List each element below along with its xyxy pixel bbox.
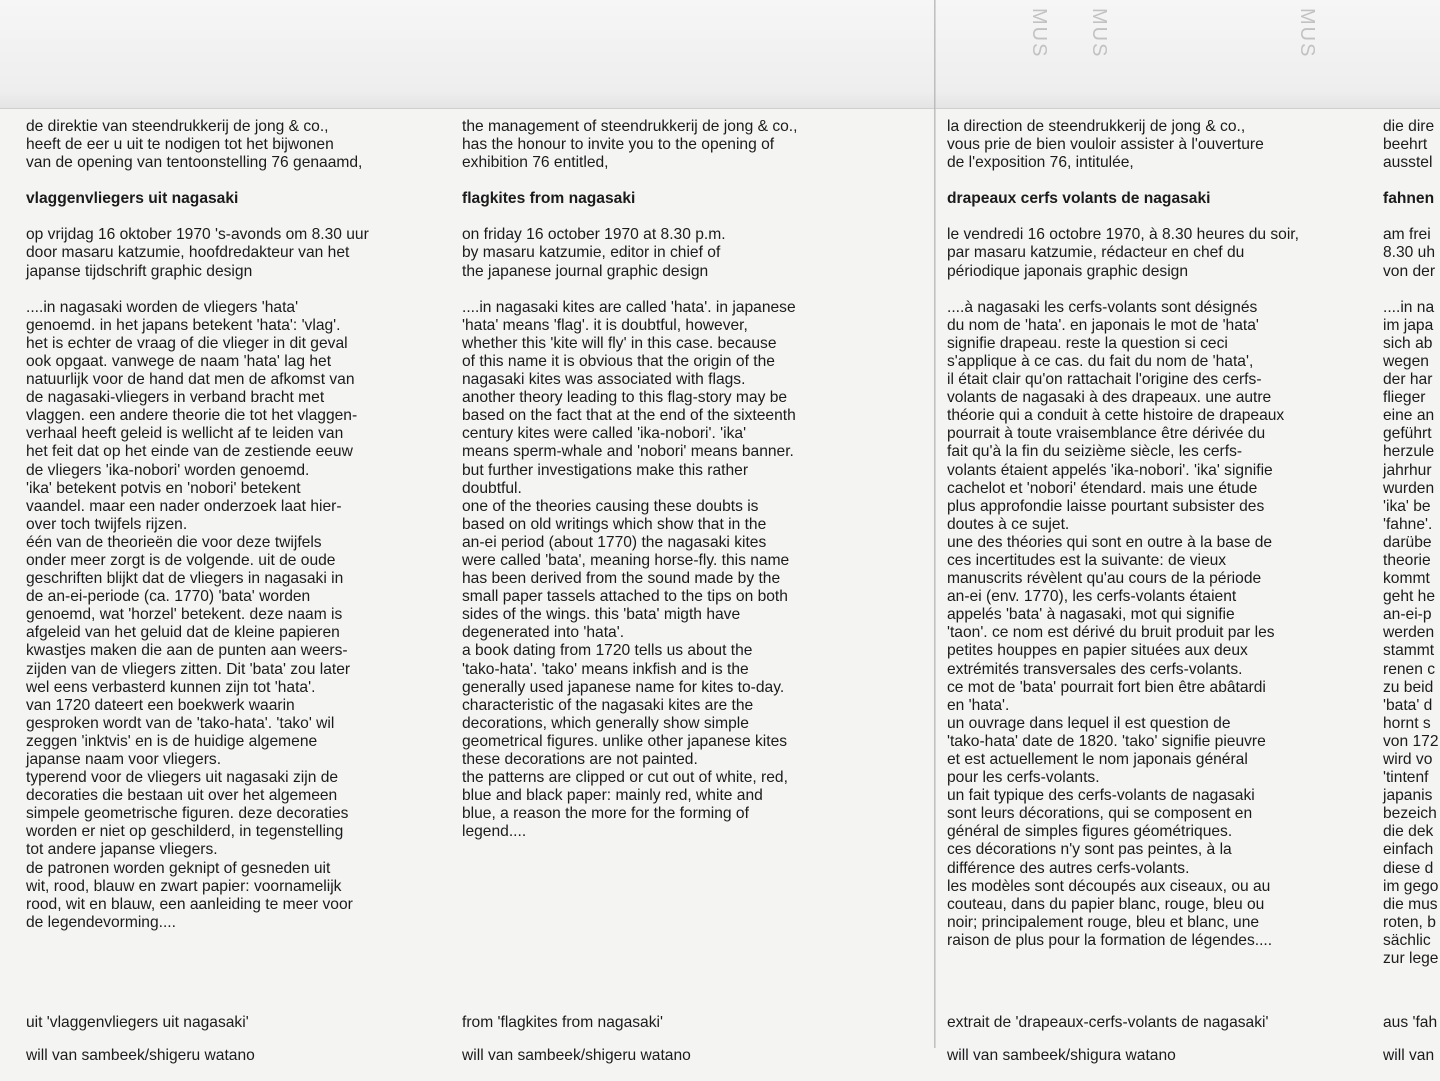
body-line: 'ika' betekent potvis en 'nobori' betekent <box>26 479 301 497</box>
body-line: over toch twijfels rijzen. <box>26 515 188 533</box>
body-line: de nagasaki-vliegers in verband bracht met <box>26 389 325 407</box>
body-line: but further investigations make this rather <box>462 461 749 479</box>
body-line: of this name it is obvious that the origin of the <box>462 352 775 370</box>
body-line: eine an <box>1383 407 1435 425</box>
body-line: blue and black paper: mainly red, white and <box>462 787 763 805</box>
body-line: stammt <box>1383 642 1435 660</box>
body-line: pour les cerfs-volants. <box>947 769 1100 787</box>
body-line: these decorations are not painted. <box>462 751 698 768</box>
body-line: typerend voor de vliegers uit nagasaki zijn de <box>26 769 339 787</box>
stamp-bleed-through: MUS <box>1028 8 1050 59</box>
body-line: roten, b <box>1383 913 1436 931</box>
credits-english <box>462 998 691 1081</box>
body-line: based on the fact that at the end of the sixteenth <box>462 407 796 425</box>
body-line: raison de plus pour la formation de légendes.... <box>947 931 1273 949</box>
body-line: fait qu'à la fin du seizième siècle, les cerfs- <box>947 443 1243 461</box>
body-line: volants de nagasaki à des drapeaux. une autre <box>947 389 1272 407</box>
exhibition-title: fahnen <box>1383 190 1435 208</box>
intro-line: la direction de steendrukkerij de jong & co., <box>947 118 1246 135</box>
credit-line: from 'flagkites from nagasaki' <box>462 1013 663 1031</box>
body-line: ces décorations n'y sont pas peintes, à la <box>947 841 1232 859</box>
credit-line: will van sambeek/shigeru watano <box>462 1047 691 1065</box>
body-line: tot andere japanse vliegers. <box>26 841 218 859</box>
body-line: ....à nagasaki les cerfs-volants sont désignés <box>947 298 1258 316</box>
body-line: simpele geometrische figuren. deze decoraties <box>26 805 349 823</box>
credit-line: uit 'vlaggenvliegers uit nagasaki' <box>26 1013 249 1031</box>
exhibition-title: vlaggenvliegers uit nagasaki <box>26 190 239 208</box>
body-line: a book dating from 1720 tells us about the <box>462 642 753 660</box>
paragraph-gap <box>462 172 797 190</box>
body-line: van 1720 dateert een boekwerk waarin <box>26 696 295 714</box>
body-line: kommt <box>1383 570 1430 588</box>
body-line: sides of the wings. this 'bata' migth have <box>462 606 741 624</box>
paragraph-gap <box>26 208 369 226</box>
body-line: geschriften blijkt dat de vliegers in nagasaki in <box>26 570 344 588</box>
body-line: darübe <box>1383 533 1432 551</box>
body-line: 'bata' d <box>1383 696 1433 714</box>
event-line: door masaru katzumie, hoofdredakteur van het <box>26 244 350 262</box>
intro-line: ausstel <box>1383 154 1433 172</box>
body-line: extrémités transversales des cerfs-volants. <box>947 660 1243 678</box>
body-line: couteau, dans du papier blanc, rouge, bleu ou <box>947 895 1265 913</box>
body-line: worden er niet op geschilderd, in tegenstelling <box>26 823 344 841</box>
body-line: the patterns are clipped or cut out of white, red, <box>462 769 788 787</box>
body-line: zur lege <box>1383 950 1439 968</box>
body-line: decorations, which generally show simple <box>462 714 749 732</box>
body-line: du nom de 'hata'. en japonais le mot de 'hata' <box>947 316 1259 334</box>
fold-line <box>934 0 936 1048</box>
body-line: natuurlijk voor de hand dat men de afkomst van <box>26 371 355 389</box>
paragraph-gap <box>462 208 797 226</box>
intro-line: die dire <box>1383 118 1435 135</box>
body-line: has been derived from the sound made by the <box>462 570 781 588</box>
intro-line: de direktie van steendrukkerij de jong & co., <box>26 118 329 135</box>
intro-line: exhibition 76 entitled, <box>462 154 609 172</box>
stamp-bleed-through: MUS <box>1296 8 1318 59</box>
paragraph-gap <box>1383 281 1439 299</box>
body-line: différence des autres cerfs-volants. <box>947 859 1190 877</box>
body-line: theorie <box>1383 551 1431 569</box>
body-line: der har <box>1383 371 1433 389</box>
body-line: legend.... <box>462 823 527 841</box>
body-line: doubtful. <box>462 479 522 497</box>
body-line: 'hata' means 'flag'. it is doubtful, however, <box>462 316 748 334</box>
body-line: die mus <box>1383 895 1438 913</box>
body-line: volants étaient appelés 'ika-nobori'. 'ika' signifie <box>947 461 1273 479</box>
body-line: decoraties die bestaan uit over het algemeen <box>26 787 338 805</box>
body-line: degenerated into 'hata'. <box>462 624 625 642</box>
body-line: einfach <box>1383 841 1434 859</box>
folded-flap <box>0 0 1440 109</box>
credits-dutch <box>26 998 255 1081</box>
paragraph-gap <box>1383 208 1439 226</box>
body-line: 'taon'. ce nom est dérivé du bruit produit par les <box>947 624 1275 642</box>
paragraph-gap <box>947 281 1299 299</box>
body-line: geführt <box>1383 425 1432 443</box>
body-line: verhaal heeft geleid is wellicht af te leiden van <box>26 425 344 443</box>
body-line: ....in nagasaki kites are called 'hata'. in japanese <box>462 298 796 316</box>
body-line: zu beid <box>1383 678 1434 696</box>
body-line: 'tintenf <box>1383 769 1429 787</box>
body-line: et est actuellement le nom japonais général <box>947 751 1248 768</box>
body-line: an-ei (env. 1770), les cerfs-volants étaient <box>947 588 1237 606</box>
body-line: un fait typique des cerfs-volants de nagasaki <box>947 787 1255 805</box>
body-line: kwastjes maken die aan de punten aan weers- <box>26 642 348 660</box>
body-line: die dek <box>1383 823 1434 841</box>
body-line: ....in na <box>1383 298 1435 316</box>
credit-line: extrait de 'drapeaux-cerfs-volants de nagasaki' <box>947 1013 1269 1031</box>
stamp-bleed-through: MUS <box>1088 8 1110 59</box>
body-line: herzule <box>1383 443 1435 461</box>
body-line: vlaggen. een andere theorie die tot het vlaggen- <box>26 407 358 425</box>
event-line: le vendredi 16 octobre 1970, à 8.30 heures du soir, <box>947 226 1299 244</box>
credits-german-partial <box>1383 998 1437 1081</box>
body-line: another theory leading to this flag-story may be <box>462 389 788 407</box>
body-line: petites houppes en papier situées aux deux <box>947 642 1248 660</box>
credits-french <box>947 998 1268 1081</box>
body-line: manuscrits révèlent qu'au cours de la période <box>947 570 1262 588</box>
intro-line: heeft de eer u uit te nodigen tot het bijwonen <box>26 136 334 154</box>
event-line: op vrijdag 16 oktober 1970 's-avonds om 8.30 uur <box>26 226 369 244</box>
body-line: het feit dat op het einde van de zestiende eeuw <box>26 443 353 461</box>
column-dutch <box>26 118 369 932</box>
body-line: flieger <box>1383 389 1426 407</box>
body-line: an-ei-p <box>1383 606 1432 624</box>
body-line: une des théories qui sont en outre à la base de <box>947 533 1273 551</box>
event-line: am frei <box>1383 226 1431 244</box>
paragraph-gap <box>462 281 797 299</box>
body-line: genoemd. in het japans betekent 'hata': 'vlag'. <box>26 316 341 334</box>
event-line: on friday 16 october 1970 at 8.30 p.m. <box>462 226 726 244</box>
body-line: small paper tassels attached to the tips on both <box>462 588 788 606</box>
body-line: noir; principalement rouge, bleu et blanc, une <box>947 913 1260 931</box>
body-line: il était clair qu'on rattachait l'origine des cerfs- <box>947 371 1262 389</box>
body-line: onder meer zorgt is de volgende. uit de oude <box>26 551 336 569</box>
body-line: ook opgaat. vanwege de naam 'hata' lag het <box>26 352 332 370</box>
body-line: théorie qui a conduit à cette histoire de drapeaux <box>947 407 1285 425</box>
body-line: sont leurs décorations, qui se composent en <box>947 805 1253 823</box>
body-line: an-ei period (about 1770) the nagasaki kites <box>462 533 767 551</box>
body-line: doutes à ce sujet. <box>947 515 1070 533</box>
paragraph-gap <box>947 172 1299 190</box>
body-line: 'tako-hata' date de 1820. 'tako' signifie pieuvre <box>947 732 1266 750</box>
event-line: by masaru katzumie, editor in chief of <box>462 244 721 262</box>
body-line: bezeich <box>1383 805 1437 823</box>
body-line: one of the theories causing these doubts is <box>462 497 759 515</box>
exhibition-title: drapeaux cerfs volants de nagasaki <box>947 190 1211 208</box>
body-line: jahrhur <box>1383 461 1432 479</box>
body-line: ....in nagasaki worden de vliegers 'hata' <box>26 298 299 316</box>
body-line: het is echter de vraag of die vlieger in dit geval <box>26 334 348 352</box>
body-line: gesproken wordt van de 'tako-hata'. 'tako' wil <box>26 714 335 732</box>
body-line: whether this 'kite will fly' in this case. because <box>462 334 777 352</box>
body-line: appelés 'bata' à nagasaki, mot qui signifie <box>947 606 1235 624</box>
body-line: generally used japanese name for kites to-day. <box>462 678 785 696</box>
body-line: wurden <box>1383 479 1435 497</box>
credit-line: aus 'fah <box>1383 1013 1438 1031</box>
body-line: based on old writings which show that in the <box>462 515 767 533</box>
intro-line: van de opening van tentoonstelling 76 genaamd, <box>26 154 363 172</box>
body-line: im gego <box>1383 877 1439 895</box>
exhibition-title: flagkites from nagasaki <box>462 190 636 208</box>
body-line: s'applique à ce cas. du fait du nom de 'hata', <box>947 352 1254 370</box>
event-line: par masaru katzumie, rédacteur en chef du <box>947 244 1245 262</box>
body-line: japanis <box>1383 787 1433 805</box>
column-english <box>462 118 797 841</box>
body-line: un ouvrage dans lequel il est question de <box>947 714 1231 732</box>
body-line: characteristic of the nagasaki kites are the <box>462 696 754 714</box>
credit-line: will van sambeek/shigeru watano <box>26 1047 255 1065</box>
body-line: ce mot de 'bata' pourrait fort bien être abâtardi <box>947 678 1266 696</box>
body-line: renen c <box>1383 660 1436 678</box>
body-line: hornt s <box>1383 714 1431 732</box>
body-line: één van de theorieën die voor deze twijfels <box>26 533 322 551</box>
intro-line: de l'exposition 76, intitulée, <box>947 154 1134 172</box>
body-line: zijden van de vliegers zitten. Dit 'bata' zou later <box>26 660 351 678</box>
intro-line: beehrt <box>1383 136 1428 154</box>
body-line: zeggen 'inktvis' en is de huidige algemene <box>26 732 318 750</box>
paragraph-gap <box>1383 172 1439 190</box>
body-line: werden <box>1383 624 1435 642</box>
body-line: century kites were called 'ika-nobori'. 'ika' <box>462 425 747 443</box>
event-line: japanse tijdschrift graphic design <box>26 262 253 280</box>
event-line: von der <box>1383 262 1436 280</box>
body-line: de an-ei-periode (ca. 1770) 'bata' worden <box>26 588 311 606</box>
paragraph-gap <box>947 208 1299 226</box>
event-line: 8.30 uh <box>1383 244 1436 262</box>
event-line: périodique japonais graphic design <box>947 262 1189 280</box>
body-line: cachelot et 'nobori' étendard. mais une étude <box>947 479 1258 497</box>
body-line: wird vo <box>1383 751 1433 768</box>
body-line: wegen <box>1383 352 1429 370</box>
body-line: diese d <box>1383 859 1434 877</box>
body-line: en 'hata'. <box>947 696 1010 714</box>
paragraph-gap <box>26 281 369 299</box>
body-line: de vliegers 'ika-nobori' worden genoemd. <box>26 461 310 479</box>
body-line: sich ab <box>1383 334 1433 352</box>
body-line: wit, rood, blauw en zwart papier: voornamelijk <box>26 877 342 895</box>
body-line: means sperm-whale and 'nobori' means banner. <box>462 443 794 461</box>
intro-line: the management of steendrukkerij de jong & co., <box>462 118 798 135</box>
column-german-partial <box>1383 118 1439 968</box>
body-line: signifie drapeau. reste la question si ceci <box>947 334 1228 352</box>
intro-line: has the honour to invite you to the opening of <box>462 136 775 154</box>
body-line: plus approfondie laisse pourtant subsister des <box>947 497 1265 515</box>
body-line: les modèles sont découpés aux ciseaux, ou au <box>947 877 1271 895</box>
body-line: afgeleid van het geluid dat de kleine papieren <box>26 624 340 642</box>
body-line: wel eens verbasterd kunnen zijn tot 'hata'. <box>26 678 316 696</box>
body-line: 'ika' be <box>1383 497 1431 515</box>
body-line: général de simples figures géométriques. <box>947 823 1233 841</box>
body-line: geometrical figures. unlike other japanese kites <box>462 732 788 750</box>
body-line: rood, wit en blauw, een aanleiding te meer voor <box>26 895 353 913</box>
body-line: de patronen worden geknipt of gesneden uit <box>26 859 331 877</box>
intro-line: vous prie de bien vouloir assister à l'ouverture <box>947 136 1264 154</box>
body-line: were called 'bata', meaning horse-fly. this name <box>462 551 790 569</box>
credit-line: will van <box>1383 1047 1435 1065</box>
column-french <box>947 118 1299 950</box>
credit-line: will van sambeek/shigura watano <box>947 1047 1176 1065</box>
body-line: 'fahne'. <box>1383 515 1433 533</box>
body-line: 'tako-hata'. 'tako' means inkfish and is the <box>462 660 749 678</box>
body-line: vaandel. maar een nader onderzoek laat hier- <box>26 497 342 515</box>
body-line: pourrait à toute vraisemblance être dérivée du <box>947 425 1266 443</box>
body-line: sächlic <box>1383 931 1431 949</box>
paragraph-gap <box>26 172 369 190</box>
body-line: im japa <box>1383 316 1434 334</box>
body-line: de legendevorming.... <box>26 913 176 931</box>
body-line: geht he <box>1383 588 1436 606</box>
body-line: blue, a reason the more for the forming of <box>462 805 749 823</box>
event-line: the japanese journal graphic design <box>462 262 709 280</box>
body-line: ces incertitudes est la suivante: de vieux <box>947 551 1227 569</box>
body-line: japanse naam voor vliegers. <box>26 751 222 768</box>
body-line: von 172 <box>1383 732 1439 750</box>
body-line: genoemd, wat 'horzel' betekent. deze naam is <box>26 606 343 624</box>
body-line: nagasaki kites was associated with flags. <box>462 371 746 389</box>
